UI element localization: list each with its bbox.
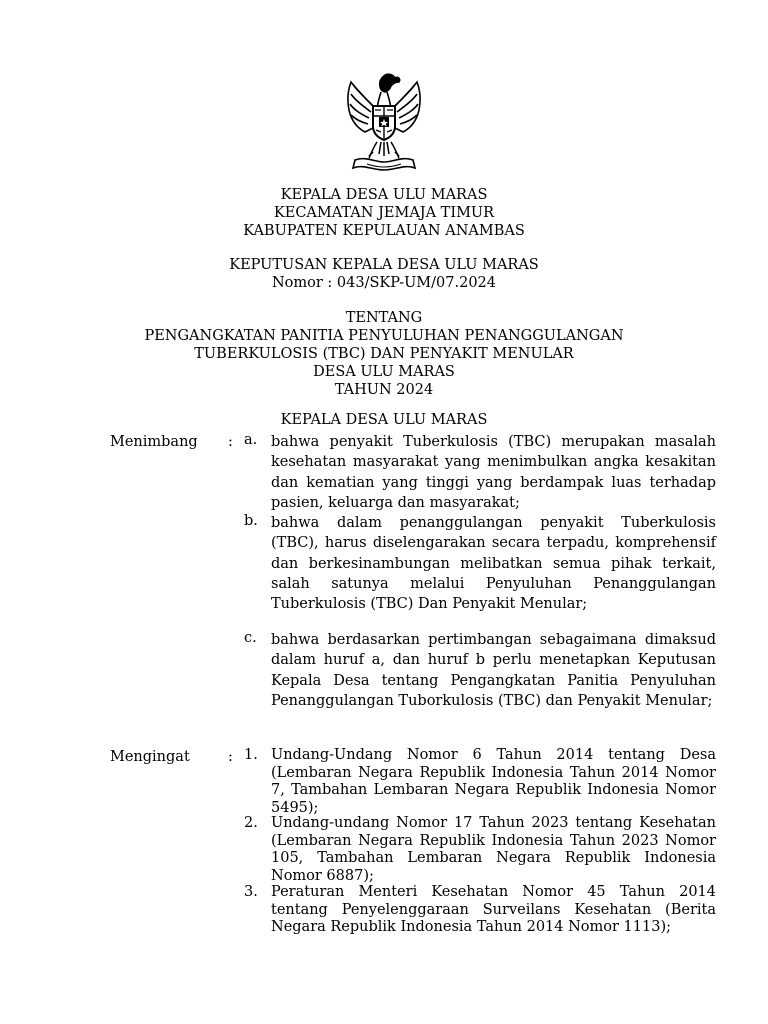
- subject-line: TENTANG: [345, 310, 423, 326]
- mengingat-label: Mengingat: [110, 749, 190, 765]
- issuer-header: [0, 186, 768, 240]
- decree-title: KEPUTUSAN KEPALA DESA ULU MARAS: [229, 257, 539, 273]
- item-marker: 1.: [244, 747, 258, 763]
- header-line: KECAMATAN JEMAJA TIMUR: [273, 205, 495, 221]
- subject-line: TAHUN 2024: [334, 382, 434, 398]
- issuer-title-text: KEPALA DESA ULU MARAS: [280, 412, 488, 428]
- decree-heading: [0, 256, 768, 292]
- item-marker: 3.: [244, 884, 258, 900]
- item-text: bahwa dalam penanggulangan penyakit Tuberkulosis (TBC), harus diselengarakan secara terpadu, komprehensif dan berkesinambungan melibatkan semua pihak terkait, salah satunya melalui Penyuluhan Penanggulangan Tuberkulosis (TBC) Dan Penyakit Menular;: [271, 515, 716, 613]
- item-marker: a.: [244, 432, 258, 448]
- header-line: KEPALA DESA ULU MARAS: [280, 187, 488, 203]
- item-text: Undang-undang Nomor 17 Tahun 2023 tentang Kesehatan (Lembaran Negara Republik Indonesia Tahun 2023 Nomor 105, Tambahan Lembaran Negara Republik Indonesia Nomor 6887);: [271, 815, 716, 884]
- item-marker: b.: [244, 513, 258, 529]
- menimbang-colon: :: [228, 434, 233, 450]
- item-marker: c.: [244, 630, 257, 646]
- item-text: Undang-Undang Nomor 6 Tahun 2014 tentang Desa (Lembaran Negara Republik Indonesia Tahun 2014 Nomor 7, Tambahan Lembaran Negara Republik Indonesia Nomor 5495);: [271, 747, 716, 816]
- item-text: bahwa penyakit Tuberkulosis (TBC) merupakan masalah kesehatan masyarakat yang menimbulkan angka kesakitan dan kematian yang tinggi yang berdampak luas terhadap pasien, keluarga dan masyarakat;: [271, 434, 716, 511]
- issuer-title: [0, 411, 768, 429]
- mengingat-colon: :: [228, 749, 233, 765]
- decree-number: Nomor : 043/SKP-UM/07.2024: [271, 275, 497, 291]
- item-text: bahwa berdasarkan pertimbangan sebagaimana dimaksud dalam huruf a, dan huruf b perlu menetapkan Keputusan Kepala Desa tentang Pengangkatan Panitia Penyuluhan Penanggulangan Tuborkulosis (TBC) dan Penyakit Menular;: [271, 632, 716, 709]
- subject-line: DESA ULU MARAS: [313, 364, 455, 380]
- subject-line: PENGANGKATAN PANITIA PENYULUHAN PENANGGULANGAN: [144, 328, 624, 344]
- item-text: Peraturan Menteri Kesehatan Nomor 45 Tahun 2014 tentang Penyelenggaraan Surveilans Kesehatan (Berita Negara Republik Indonesia Tahun 2014 Nomor 1113);: [271, 884, 716, 935]
- header-line: KABUPATEN KEPULAUAN ANAMBAS: [243, 223, 525, 239]
- subject-line: TUBERKULOSIS (TBC) DAN PENYAKIT MENULAR: [194, 346, 574, 362]
- garuda-emblem-icon: [343, 70, 425, 180]
- item-marker: 2.: [244, 815, 258, 831]
- decree-subject: [0, 309, 768, 399]
- menimbang-label: Menimbang: [110, 434, 198, 450]
